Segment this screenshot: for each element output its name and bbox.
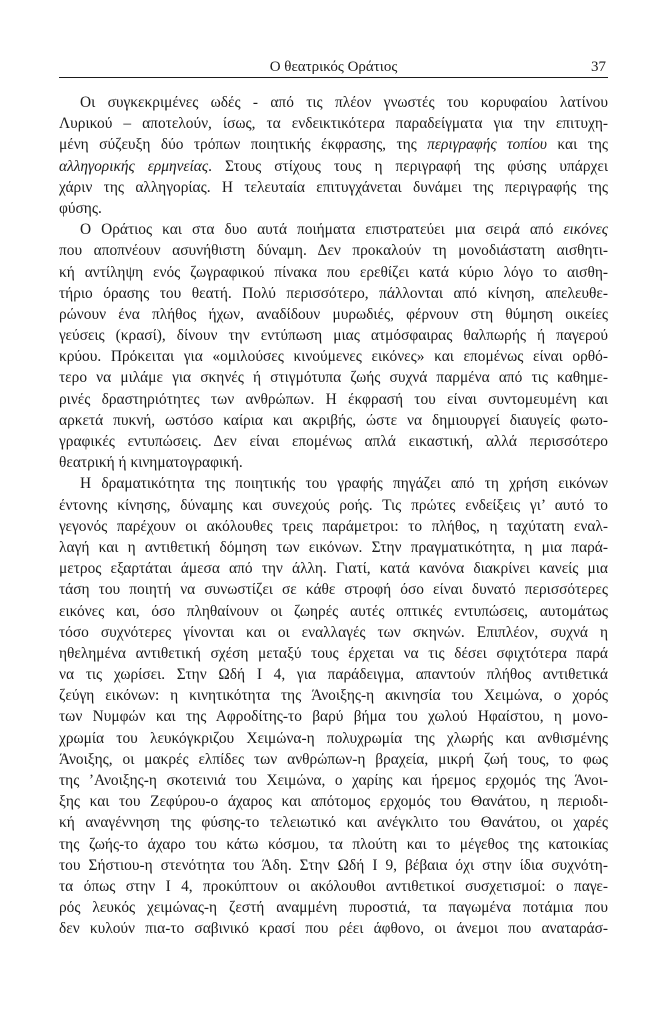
text-run: κρύου. Πρόκειται για «ομιλούσες κινούμενες εικόνες» και επομένως είναι ορθό-	[59, 348, 608, 366]
text-line	[59, 262, 608, 283]
text-run: ζεύγη εικόνων: η κινητικότητα της Άνοιξης-η ακινησία του Χειμώνα, ο χορός	[59, 687, 608, 705]
text-run: Ο Οράτιος και στα δυο αυτά ποιήματα επιστρατεύει μια σειρά από	[80, 221, 564, 239]
text-line	[59, 198, 608, 219]
text-line	[59, 601, 608, 622]
text-run: ρινές δραστηριότητες των ανθρώπων. Η έκφρασή του είναι συντομευμένη και	[59, 390, 608, 408]
text-run: μετρος εξαρτάται άμεσα από την άλλη. Γιατί, κατά κανόνα διακρίνει κανείς μια	[59, 560, 608, 578]
text-line	[59, 918, 608, 939]
text-run: φύσης.	[59, 199, 102, 217]
text-line	[59, 728, 608, 749]
text-run: χάριν της αλληγορίας. Η τελευταία επιτυγχάνεται δυνάμει της περιγραφής της	[59, 178, 608, 196]
body-text	[59, 92, 608, 940]
text-line	[59, 834, 608, 855]
text-run: τάση του ποιητή να συνωστίζει σε κάθε στροφή όσο είναι δυνατό περισσότερες	[59, 581, 608, 599]
text-run: τήριο όρασης του θεατή. Πολύ περισσότερο, πάλλονται από κίνηση, απελευθε-	[59, 284, 608, 302]
text-run: κή αναγέννηση της φύσης-το τελειωτικό και ανέγκλιτο του Θανάτου, οι χαρές	[59, 814, 608, 832]
text-run: ηθελημένα αντιθετική σχέση μεταξύ τους έρχεται να τις δέσει σφιχτότερα παρά	[59, 644, 608, 662]
text-run: Η δραματικότητα της ποιητικής του γραφής πηγάζει από τη χρήση εικόνων	[80, 475, 608, 493]
text-line	[59, 770, 608, 791]
text-line	[59, 643, 608, 664]
text-line	[59, 537, 608, 558]
text-line	[59, 389, 608, 410]
text-line	[59, 92, 608, 113]
text-run: λαγή και η αντιθετική δόμηση των εικόνων. Στην πραγματικότητα, η μια παρά-	[59, 538, 608, 556]
text-line	[59, 664, 608, 685]
text-line	[59, 346, 608, 367]
text-line	[59, 240, 608, 261]
page-number: 37	[591, 59, 606, 75]
text-run: γεύσεις (κρασί), δίνουν την εντύπωση μιας ατμόσφαιρας θαλπωρής ή παγερού	[59, 327, 608, 345]
text-run: εικόνες και, όσο πληθαίνουν οι ζωηρές αυτές οπτικές εντυπώσεις, αυτομάτως	[59, 602, 608, 620]
paragraph	[59, 92, 608, 219]
text-line	[59, 473, 608, 494]
running-title: Ο θεατρικός Οράτιος	[269, 59, 398, 75]
text-line	[59, 706, 608, 727]
paragraph	[59, 473, 608, 939]
text-line	[59, 325, 608, 346]
text-run: αρκετά πυκνή, ωστόσο καίρια και ακριβής, ώστε να δημιουργεί διαυγείς φωτο-	[59, 411, 608, 429]
text-run: της ζωής-το άχαρο του κάτω κόσμου, τα πλούτη και το μέγεθος της κατοικίας	[59, 835, 608, 853]
text-line	[59, 134, 608, 155]
text-run: του Σήστιου-η στενότητα του Άδη. Στην Ωδή Ι 9, βέβαια όχι στην ίδια συχνότη-	[59, 856, 608, 874]
text-line	[59, 113, 608, 134]
paragraph	[59, 219, 608, 473]
text-run: τερο να μιλάμε για σκηνές ή στιγμότυπα ζωής συχνά παρμένα από τις καθημε-	[59, 369, 608, 387]
text-line	[59, 897, 608, 918]
text-run: γεγονός παρέχουν οι ακόλουθες τρεις παράμετροι: το πλήθος, η ταχύτατη εναλ-	[59, 517, 608, 535]
text-line	[59, 622, 608, 643]
text-run: τα όπως στην Ι 4, προκύπτουν οι ακόλουθοι αντιθετικοί συσχετισμοί: ο παγε-	[59, 877, 608, 895]
text-run: και της	[546, 136, 608, 154]
text-run: που αποπνέουν ασυνήθιστη δύναμη. Δεν προκαλούν τη μονοδιάστατη αισθητι-	[59, 242, 608, 260]
text-run: μένη σύζευξη δύο τρόπων ποιητικής έκφρασης, της	[59, 136, 428, 154]
text-line	[59, 304, 608, 325]
text-line	[59, 283, 608, 304]
text-line	[59, 431, 608, 452]
text-run: δεν κυλούν πια-το σαβινικό κρασί που ρέει άφθονο, οι άνεμοι που αναταράσ-	[59, 920, 608, 938]
text-line	[59, 812, 608, 833]
text-run: γραφικές εντυπώσεις. Δεν είναι επομένως απλά εικαστική, αλλά περισσότερο	[59, 433, 608, 450]
text-line	[59, 791, 608, 812]
text-line	[59, 579, 608, 600]
text-line	[59, 177, 608, 198]
text-run: Λυρικού – αποτελούν, ίσως, τα ενδεικτικότερα παραδείγματα για την επιτυχη-	[59, 115, 608, 133]
text-run: ξης και του Ζεφύρου-ο άχαρος και απότομος ερχομός του Θανάτου, η περιοδι-	[59, 793, 608, 811]
text-line	[59, 367, 608, 388]
text-run: ρώνουν ένα πλήθος ήχων, αναδίδουν μυρωδιές, φέρνουν στη θύμηση οικείες	[59, 305, 608, 323]
text-line	[59, 558, 608, 579]
text-run: της ’Ανοιξης-η σκοτεινιά του Χειμώνα, ο χαρίης και ήρεμος ερχομός της Άνοι-	[59, 772, 608, 789]
text-line	[59, 876, 608, 897]
italic-phrase: αλληγορικής ερμηνείας	[59, 157, 209, 175]
text-run: Άνοιξης, οι μακρές ελπίδες των ανθρώπων-η βραχεία, μικρή ζωή τους, το φως	[59, 750, 608, 768]
text-line	[59, 855, 608, 876]
text-run: χρωμία του λευκόγκριζου Χειμώνα-η πολυχρωμία της χλωρής και ανθισμένης	[59, 729, 608, 747]
text-line	[59, 452, 608, 473]
text-run: κή αντίληψη ενός ζωγραφικού πίνακα που ερεθίζει κατά κύριο λόγο το αισθη-	[59, 263, 608, 281]
text-line	[59, 495, 608, 516]
italic-phrase: εικόνες	[563, 221, 608, 239]
text-run: θεατρική ή κινηματογραφική.	[59, 454, 243, 472]
text-run: Οι συγκεκριμένες ωδές - από τις πλέον γνωστές του κορυφαίου λατίνου	[80, 94, 608, 111]
text-line	[59, 219, 608, 240]
text-run: τόσο συχνότερες γίνονται και οι εναλλαγές των σκηνών. Επιπλέον, συχνά η	[59, 623, 608, 641]
text-line	[59, 516, 608, 537]
text-line	[59, 749, 608, 770]
text-line	[59, 685, 608, 706]
page-header	[59, 57, 608, 78]
text-run: ρός λευκός χειμώνας-η ζεστή αναμμένη πυροστιά, τα παγωμένα ποτάμια που	[59, 899, 608, 917]
italic-phrase: περιγραφής τοπίου	[427, 136, 547, 154]
text-line	[59, 410, 608, 431]
text-run: να τις χωρίσει. Στην Ωδή Ι 4, για παράδειγμα, απαντούν πλήθος αντιθετικά	[59, 666, 608, 684]
text-run: έντονης κίνησης, δύναμης και συνεχούς ροής. Τις πρώτες ενδείξεις γι’ αυτό το	[59, 496, 608, 514]
text-line	[59, 156, 608, 177]
text-run: . Στους στίχους τους η περιγραφή της φύσης υπάρχει	[208, 157, 608, 175]
text-run: των Νυμφών και της Αφροδίτης-το βαρύ βήμα του χωλού Ηφαίστου, η μονο-	[59, 708, 608, 726]
